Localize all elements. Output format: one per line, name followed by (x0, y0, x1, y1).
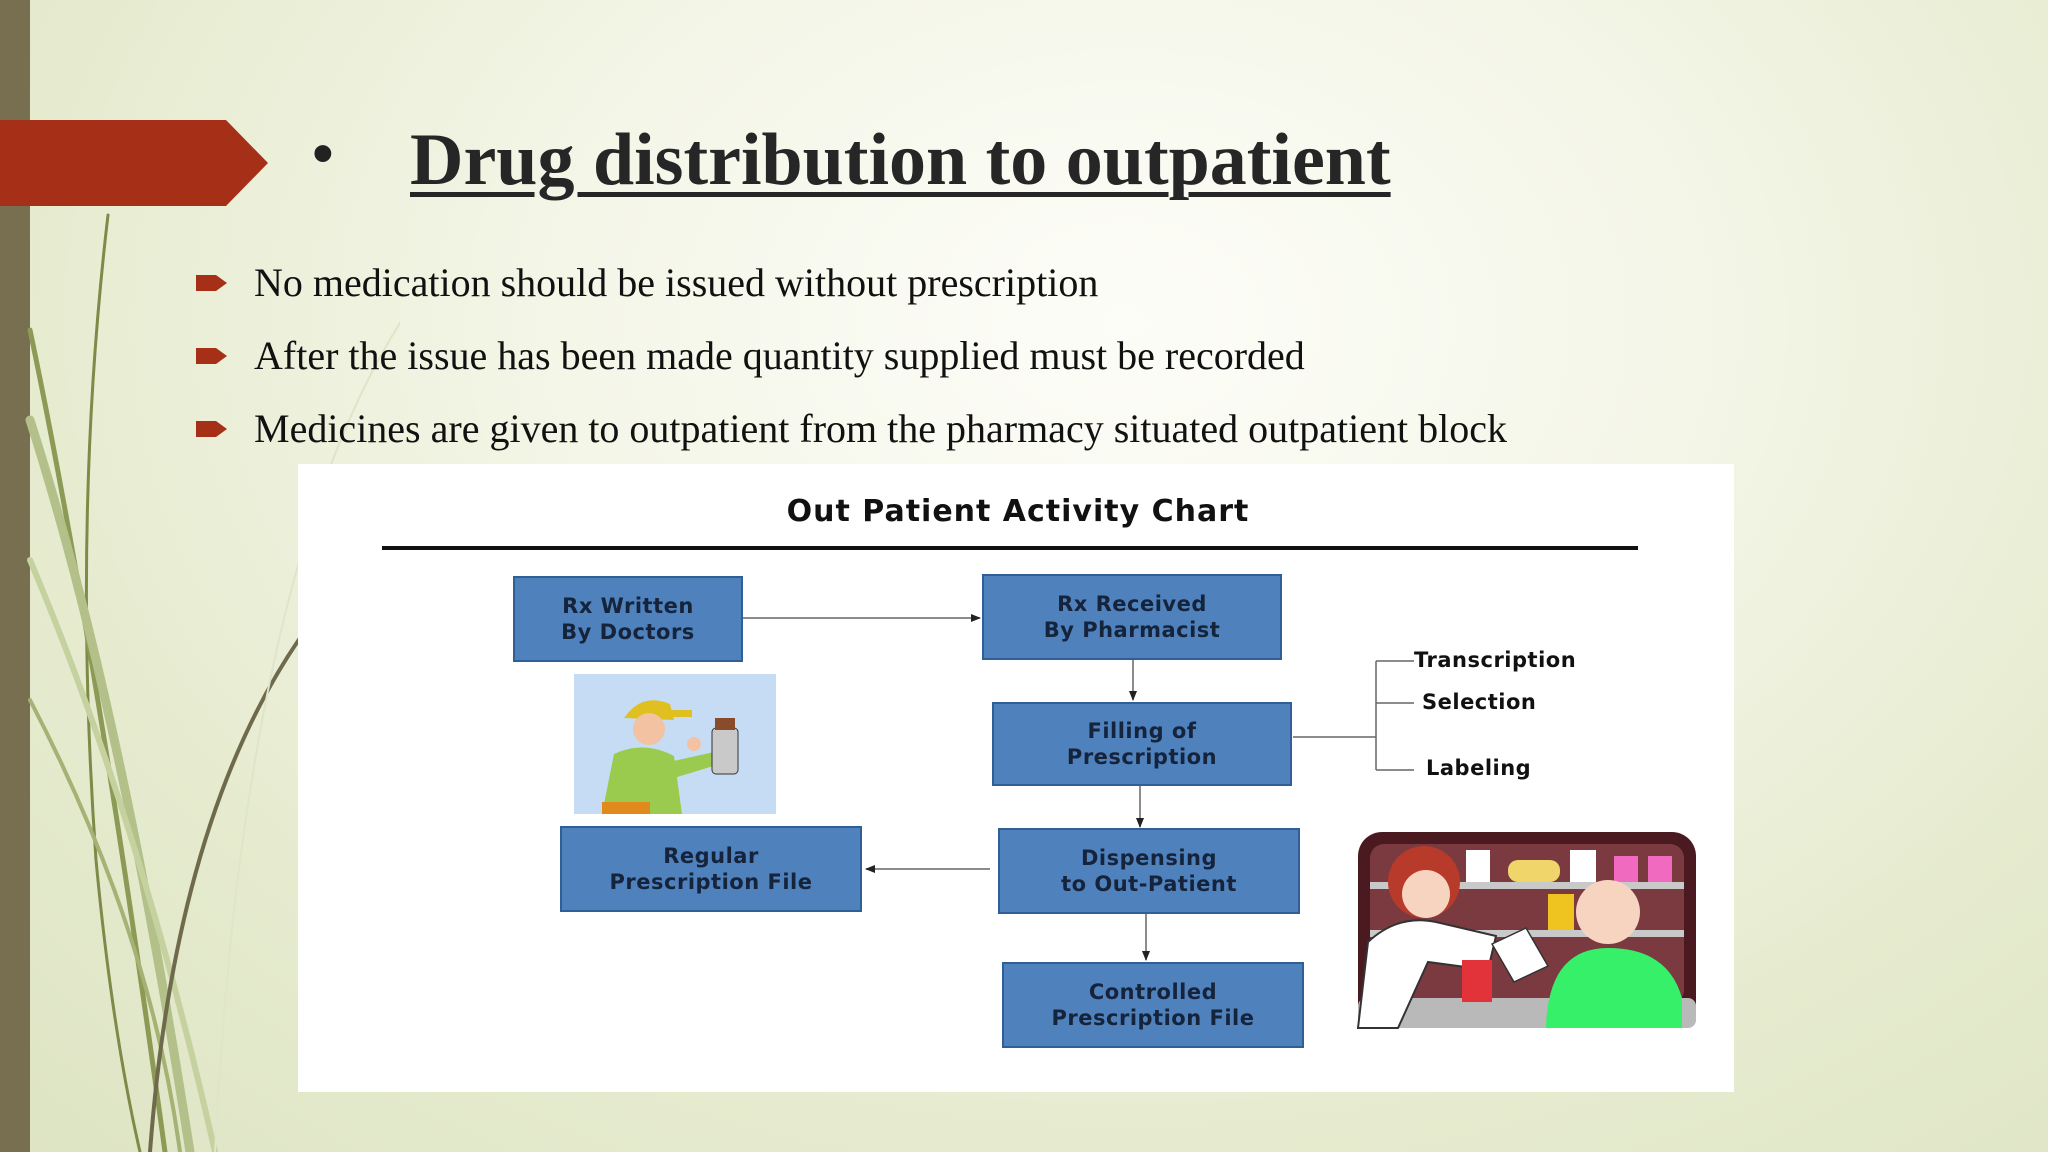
bullet-text: After the issue has been made quantity supplied must be recorded (254, 333, 1305, 378)
slide-title: Drug distribution to outpatient (410, 119, 1391, 201)
doctor-illustration (574, 674, 776, 814)
bullet-text: Medicines are given to outpatient from the pharmacy situated outpatient block (254, 406, 1507, 451)
bullet-item (196, 331, 1507, 404)
arrow-bullet-icon (196, 273, 228, 293)
chart-title: Out Patient Activity Chart (786, 494, 1250, 529)
node-controlled-file: Controlled Prescription File (1002, 962, 1304, 1048)
bullet-text: No medication should be issued without prescription (254, 260, 1099, 305)
arrow-bullet-icon (196, 419, 228, 439)
bullet-list (196, 258, 1507, 477)
node-rx-written: Rx Written By Doctors (513, 576, 743, 662)
step-transcription: Transcription (1414, 648, 1577, 672)
bullet-item (196, 258, 1507, 331)
step-selection: Selection (1422, 690, 1537, 714)
node-rx-received: Rx Received By Pharmacist (982, 574, 1282, 660)
node-filling: Filling of Prescription (992, 702, 1292, 786)
title-rule (382, 546, 1638, 550)
pharmacy-illustration (1358, 832, 1696, 1028)
step-labeling: Labeling (1426, 756, 1532, 780)
title-bullet: • (312, 119, 334, 188)
node-dispensing: Dispensing to Out-Patient (998, 828, 1300, 914)
title-arrow-shape (0, 120, 270, 206)
node-regular-file: Regular Prescription File (560, 826, 862, 912)
arrow-bullet-icon (196, 346, 228, 366)
activity-chart-figure (298, 464, 1734, 1092)
